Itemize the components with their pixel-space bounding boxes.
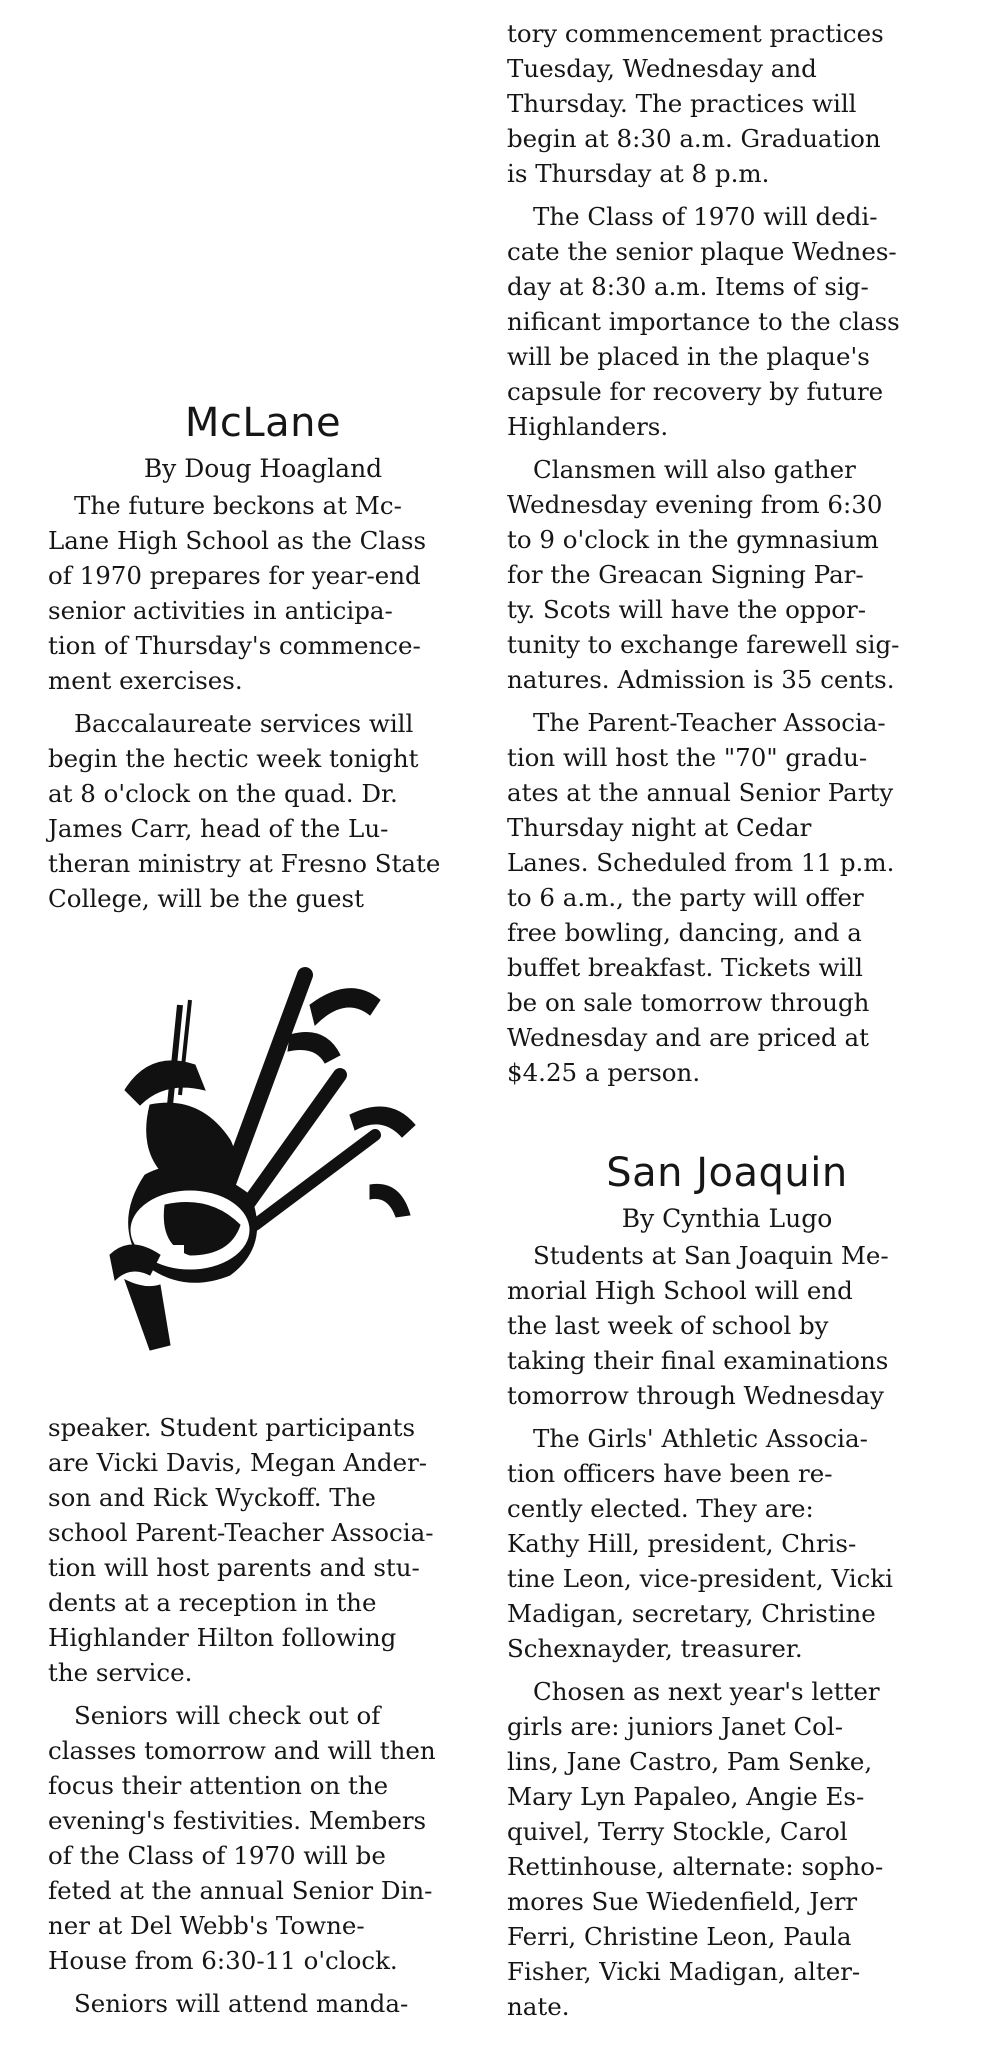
mclane-paragraph-2-continued: speaker. Student participants are Vicki Davis, Megan Ander- son and Rick Wyckoff. The school Parent-Teacher Associa- tion will host parents and stu- dents at a reception in the Highlander Hilton following the service. — [48, 1413, 434, 1687]
mclane-paragraph-5: The Class of 1970 will dedi- cate the senior plaque Wednes- day at 8:30 a.m. Items of sig- nificant importance to the class will be placed in the plaque's capsule for recovery by future Highlanders. — [507, 202, 900, 441]
sanjoaquin-paragraph-1: Students at San Joaquin Me- morial High School will end the last week of school by taking their final examinations tomorrow through Wednesday — [507, 1241, 889, 1410]
mclane-headline: McLane — [184, 400, 342, 446]
sanjoaquin-paragraph-2: The Girls' Athletic Associa- tion officers have been re- cently elected. They are: Kathy Hill, president, Chris- tine Leon, vice-president, Vicki Madigan, secretary, Christine Schexnayder, treasurer. — [507, 1424, 893, 1663]
mclane-paragraph-4: Seniors will attend manda- — [74, 1989, 409, 2018]
mclane-column-right — [507, 16, 947, 1098]
mclane-byline: By Doug Hoagland — [143, 454, 383, 483]
sanjoaquin-column — [507, 1150, 947, 2032]
mclane-paragraph-6: Clansmen will also gather Wednesday evening from 6:30 to 9 o'clock in the gymnasium for the Greacan Signing Par- ty. Scots will have the oppor- tunity to exchange farewell sig- natures. Admission is 35 cents. — [507, 455, 900, 694]
mclane-column-lower — [48, 1410, 478, 2029]
sanjoaquin-byline: By Cynthia Lugo — [621, 1204, 833, 1233]
sanjoaquin-headline: San Joaquin — [606, 1150, 848, 1196]
mclane-column-upper — [48, 400, 478, 924]
sanjoaquin-paragraph-3: Chosen as next year's letter girls are: juniors Janet Col- lins, Jane Castro, Pam Senke, Mary Lyn Papaleo, Angie Es- quivel, Terry Stockle, Carol Rettinhouse, alternate: sopho- mores Sue Wiedenfield, Jerr Ferri, Christine Leon, Paula Fisher, Vicki Madigan, alter- nate. — [507, 1677, 884, 2021]
mclane-paragraph-4-continued: tory commencement practices Tuesday, Wednesday and Thursday. The practices will begin at 8:30 a.m. Graduation is Thursday at 8 p.m. — [507, 19, 884, 188]
mclane-paragraph-3: Seniors will check out of classes tomorrow and will then focus their attention on the evening's festivities. Members of the Class of 1970 will be feted at the annual Senior Din- ner at Del Webb's Towne- House from 6:30-11 o'clock. — [48, 1701, 436, 1975]
bagpiper-illustration — [70, 955, 450, 1355]
mclane-paragraph-2: Baccalaureate services will begin the hectic week tonight at 8 o'clock on the quad. Dr. James Carr, head of the Lu- theran ministry at Fresno State College, will be the guest — [48, 709, 441, 913]
mclane-paragraph-1: The future beckons at Mc- Lane High School as the Class of 1970 prepares for year-end senior activities in anticipa- tion of Thursday's commence- ment exercises. — [48, 491, 427, 695]
mclane-paragraph-7: The Parent-Teacher Associa- tion will host the "70" gradu- ates at the annual Senior Party Thursday night at Cedar Lanes. Scheduled from 11 p.m. to 6 a.m., the party will offer free bowling, dancing, and a buffet breakfast. Tickets will be on sale tomorrow through Wednesday and are priced at $4.25 a person. — [507, 708, 895, 1087]
